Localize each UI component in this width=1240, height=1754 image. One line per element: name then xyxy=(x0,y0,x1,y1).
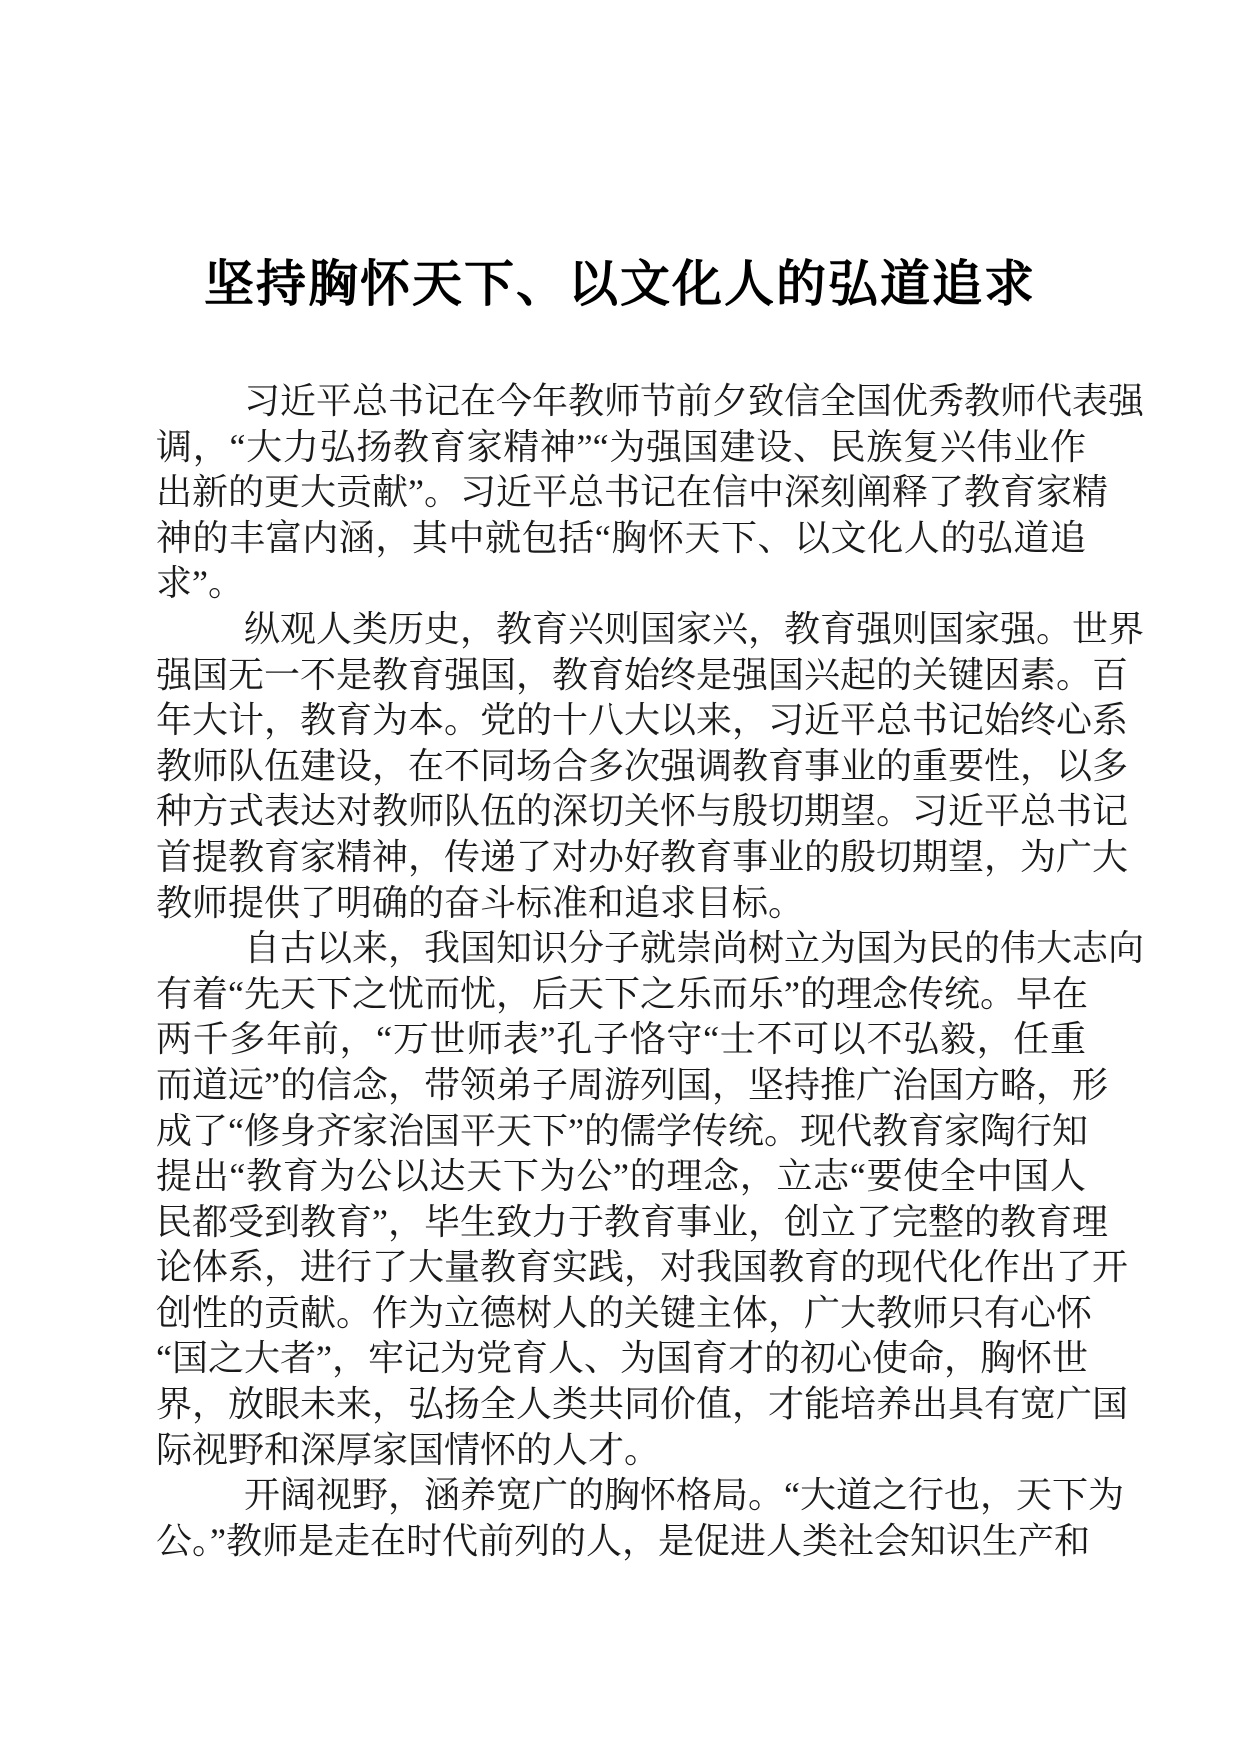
text-line: 求”。 xyxy=(156,563,244,604)
document-title: 坚持胸怀天下、以文化人的弘道追求 xyxy=(204,254,1036,313)
paragraph xyxy=(156,607,1145,926)
text-line: 界，放眼未来，弘扬全人类共同价值，才能培养出具有宽广国 xyxy=(156,1384,1129,1425)
text-line: 两千多年前，“万世师表”孔子恪守“士不可以不弘毅，任重 xyxy=(156,1019,1086,1060)
text-line: 教师提供了明确的奋斗标准和追求目标。 xyxy=(156,882,805,923)
text-line: 提出“教育为公以达天下为公”的理念，立志“要使全中国人 xyxy=(156,1156,1086,1197)
text-line: 创性的贡献。作为立德树人的关键主体，广大教师只有心怀 xyxy=(156,1292,1093,1333)
text-line: 开阔视野，涵养宽广的胸怀格局。“大道之行也，天下为 xyxy=(244,1475,1124,1516)
text-line: 首提教育家精神，传递了对办好教育事业的殷切期望，为广大 xyxy=(156,836,1129,877)
text-line: 而道远”的信念，带领弟子周游列国，坚持推广治国方略，形 xyxy=(156,1064,1108,1105)
text-line: 教师队伍建设，在不同场合多次强调教育事业的重要性，以多 xyxy=(156,745,1129,786)
text-line: 自古以来，我国知识分子就崇尚树立为国为民的伟大志向 xyxy=(244,928,1145,969)
text-line: 有着“先天下之忧而忧，后天下之乐而乐”的理念传统。早在 xyxy=(156,973,1088,1014)
document-body xyxy=(156,379,1145,1564)
text-line: 公。”教师是走在时代前列的人，是促进人类社会知识生产和 xyxy=(156,1520,1090,1561)
text-line: 习近平总书记在今年教师节前夕致信全国优秀教师代表强 xyxy=(244,381,1145,421)
paragraph xyxy=(156,926,1145,1473)
paragraph xyxy=(156,379,1145,607)
text-line: 强国无一不是教育强国，教育始终是强国兴起的关键因素。百 xyxy=(156,654,1129,695)
text-line: “国之大者”，牢记为党育人、为国育才的初心使命，胸怀世 xyxy=(156,1338,1088,1379)
paragraph xyxy=(156,1473,1124,1564)
text-line: 际视野和深厚家国情怀的人才。 xyxy=(156,1429,661,1470)
text-line: 调，“大力弘扬教育家精神”“为强国建设、民族复兴伟业作 xyxy=(156,426,1086,467)
text-line: 神的丰富内涵，其中就包括“胸怀天下、以文化人的弘道追 xyxy=(156,517,1086,558)
text-line: 出新的更大贡献”。习近平总书记在信中深刻阐释了教育家精 xyxy=(156,472,1108,513)
text-line: 成了“修身齐家治国平天下”的儒学传统。现代教育家陶行知 xyxy=(156,1110,1088,1151)
text-line: 论体系，进行了大量教育实践，对我国教育的现代化作出了开 xyxy=(156,1247,1129,1288)
text-line: 年大计，教育为本。党的十八大以来，习近平总书记始终心系 xyxy=(156,700,1129,741)
text-line: 纵观人类历史，教育兴则国家兴，教育强则国家强。世界 xyxy=(244,608,1145,649)
text-line: 民都受到教育”，毕生致力于教育事业，创立了完整的教育理 xyxy=(156,1201,1108,1242)
text-line: 种方式表达对教师队伍的深切关怀与殷切期望。习近平总书记 xyxy=(156,791,1129,832)
